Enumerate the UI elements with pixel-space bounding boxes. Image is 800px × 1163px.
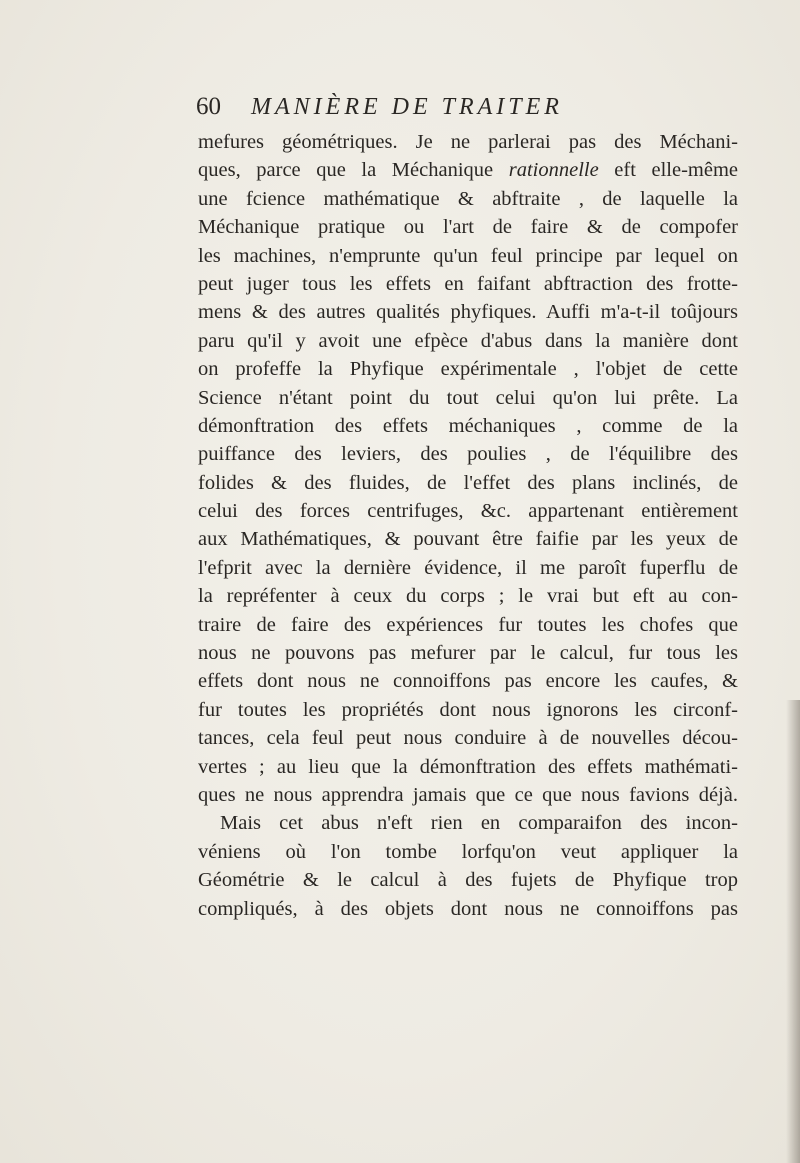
running-title: MANIÈRE DE TRAITER [251,94,563,120]
page-number: 60 [196,93,221,120]
text-line: compliqués, à des objets dont nous ne connoiffons pas [198,897,738,920]
text-line: les machines, n'emprunte qu'un feul principe par lequel on [198,244,738,267]
text-line: peut juger tous les effets en faifant abftraction des frotte- [198,272,738,295]
text-line: folides & des fluides, de l'effet des plans inclinés, de [198,471,738,494]
text-line: vertes ; au lieu que la démonftration des effets mathémati- [198,755,738,778]
text-line: mens & des autres qualités phyfiques. Auffi m'a-t-il toûjours [198,301,738,324]
page-edge-shadow [786,700,800,1163]
text-segment: ques, parce que la Méchanique [198,159,494,182]
text-line: mefures géométriques. Je ne parlerai pas des Méchani- [198,131,738,153]
text-line: celui des forces centrifuges, &c. appartenant entièrement [198,500,738,523]
text-line: nous ne pouvons pas mefurer par le calcul, fur tous les [198,642,738,665]
text-line: effets dont nous ne connoiffons pas encore les caufes, & [198,670,738,693]
text-line: Méchanique pratique ou l'art de faire & de compofer [198,216,738,239]
text-segment: eft elle-même [614,159,738,182]
body-text [198,128,738,923]
text-line: une fcience mathématique & abftraite , de laquelle la [198,187,738,210]
text-line: aux Mathématiques, & pouvant être faifie par les yeux de [198,528,738,551]
text-line: l'efprit avec la dernière évidence, il me paroît fuperflu de [198,556,738,579]
text-line: on profeffe la Phyfique expérimentale , l'objet de cette [198,358,738,381]
text-line: traire de faire des expériences fur toutes les chofes que [198,613,738,636]
italic-word: rationnelle [508,159,599,182]
text-line: tances, cela feul peut nous conduire à de nouvelles décou- [198,727,738,750]
text-line: véniens où l'on tombe lorfqu'on veut appliquer la [198,840,738,863]
text-line: ques ne nous apprendra jamais que ce que nous favions déjà. [198,783,738,806]
text-line: la repréfenter à ceux du corps ; le vrai but eft au con- [198,585,738,608]
text-line: démonftration des effets méchaniques , comme de la [198,414,738,437]
text-line: paru qu'il y avoit une efpèce d'abus dans la manière dont [198,329,738,352]
text-line-paragraph-start: Mais cet abus n'eft rien en comparaifon des incon- [220,812,738,835]
text-line: Géométrie & le calcul à des fujets de Phyfique trop [198,869,738,892]
text-line: Science n'étant point du tout celui qu'on lui prête. La [198,386,738,409]
text-line [198,156,738,184]
page-header [196,92,616,122]
text-line: fur toutes les propriétés dont nous ignorons les circonf- [198,698,738,721]
text-line: puiffance des leviers, des poulies , de l'équilibre des [198,443,738,466]
